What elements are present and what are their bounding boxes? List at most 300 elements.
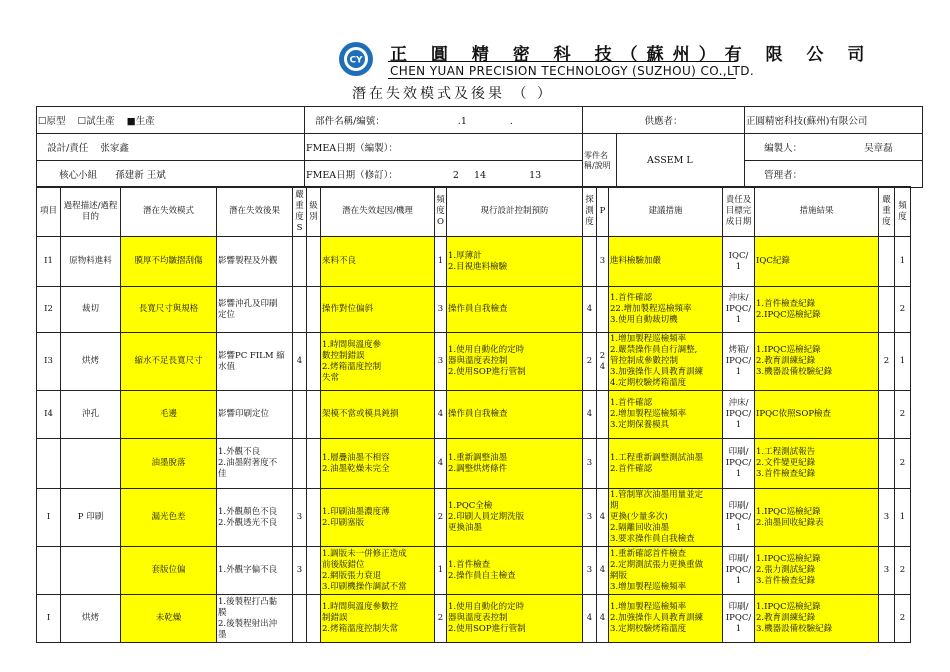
severity-cell (293, 287, 307, 333)
responsibility-cell (723, 489, 755, 547)
cause-cell (321, 237, 435, 287)
col-header: P (597, 187, 609, 237)
cause-cell (321, 391, 435, 439)
result-severity-cell (879, 391, 895, 439)
cell-line: 2.使用SOP進行管制 (448, 624, 526, 634)
cell-line: IPQC/ (725, 356, 752, 366)
cell-line: 1 (735, 315, 742, 325)
cell-line: 期 (610, 501, 619, 511)
fmea-make-label: FMEA日期（編製）： (305, 134, 583, 161)
stage-proto-label: 原型 (46, 116, 66, 127)
rpn-cell: 24 (597, 333, 609, 391)
cell-line: 管控制成參數控制 (610, 356, 679, 366)
fmea-rev-cell (305, 161, 583, 188)
col-header: 措施結果 (755, 187, 879, 237)
cell-line: 更換油墨 (448, 523, 483, 533)
cell-line: 1.首件確認 (610, 293, 653, 303)
cell-line: 2.隔離回收油墨 (610, 523, 670, 533)
mode-cell: 油墨脫落 (121, 439, 217, 489)
col-header: 潛在失效後果 (217, 187, 293, 237)
result-cell (755, 237, 879, 287)
cell-line: 2.印刷塞版 (322, 517, 365, 528)
fmea-rev-v3: 13 (529, 170, 542, 181)
result-severity-cell (879, 237, 895, 287)
cell-line: 2.教育訓練紀錄 (756, 356, 816, 366)
cell-line: IPQC/ (725, 565, 752, 575)
item-cell: I (37, 595, 61, 643)
control-cell (447, 237, 583, 287)
control-cell (447, 333, 583, 391)
col-header: 項目 (37, 187, 61, 237)
col-header: 潛在失效模式 (121, 187, 217, 237)
item-cell: I3 (37, 333, 61, 391)
severity-cell: 4 (293, 333, 307, 391)
cell-line: 2.目視進料檢驗 (448, 261, 508, 272)
mode-cell: 漏光色差 (121, 489, 217, 547)
cell-line: 操作員自我檢查 (448, 304, 508, 314)
result-cell (755, 439, 879, 489)
result-severity-cell: 2 (879, 333, 895, 391)
detection-cell (583, 237, 597, 287)
effect-cell (217, 333, 293, 391)
severity-cell (293, 237, 307, 287)
cell-line: 1.使用自動化的定時 (448, 345, 525, 355)
detection-cell: 3 (583, 439, 597, 489)
cell-line: 2.操作員自主檢查 (448, 570, 516, 581)
part-name-value: ASSEM L (617, 134, 745, 188)
fmea-rev-label: FMEA日期（修訂）： (306, 170, 398, 181)
cell-line: 1 (735, 261, 742, 272)
result-occurrence-cell: 1 (895, 333, 911, 391)
document-title: 潛在失效模式及後果 （ ） (352, 86, 554, 102)
cell-line: IPQC依照SOP檢查 (756, 409, 832, 419)
fmea-rev-v1: 2 (452, 170, 459, 181)
cell-line: 印刷/ (728, 602, 749, 612)
mode-cell: 未乾燥 (121, 595, 217, 643)
table-row (37, 595, 911, 643)
detection-cell: 4 (583, 287, 597, 333)
cell-line: 1.層疊油墨不相容 (322, 452, 390, 463)
effect-cell (217, 439, 293, 489)
cell-line: 膜 (218, 607, 227, 618)
severity-cell: 3 (293, 547, 307, 595)
responsibility-cell (723, 287, 755, 333)
cell-line: 1.增加製程巡檢頻率 (610, 602, 687, 612)
cell-line: 1.重新確認首件檢查 (610, 548, 687, 559)
cause-cell (321, 489, 435, 547)
cell-line: 3.增加製程巡檢頻率 (610, 581, 687, 592)
company-name-en: CHEN YUAN PRECISION TECHNOLOGY (SUZHOU) CO.,LTD. (390, 64, 755, 78)
effect-cell (217, 237, 293, 287)
result-occurrence-cell: 2 (895, 439, 911, 489)
col-header: 潛在失效起因/機理 (321, 187, 435, 237)
result-cell (755, 547, 879, 595)
compiler-cell (745, 134, 923, 161)
compiler-value: 吴章磊 (864, 143, 893, 154)
occurrence-cell: 4 (435, 391, 447, 439)
result-cell (755, 287, 879, 333)
cause-cell (321, 595, 435, 643)
action-cell (609, 237, 723, 287)
cell-line: 制錯誤 (322, 613, 348, 623)
part-value-2: . (509, 116, 513, 127)
cell-line: 更換(少量多次) (610, 512, 668, 522)
logo-text: CY (349, 55, 363, 66)
cell-line: 1 (735, 624, 742, 634)
table-row (37, 547, 911, 595)
cell-line: 架模不當或模具鈍損 (322, 409, 399, 419)
cell-line: 3.印刷機操作調試不當 (322, 581, 407, 592)
cell-line: 1.外觀顏色不良 (218, 506, 278, 517)
occurrence-cell: 4 (435, 439, 447, 489)
item-cell: I4 (37, 391, 61, 439)
cell-line: 定位 (218, 309, 236, 320)
cell-line: 佳 (218, 469, 227, 479)
class-cell (307, 595, 321, 643)
rpn-cell: 3 (597, 237, 609, 287)
responsibility-cell (723, 547, 755, 595)
cell-line: 1.首件確認 (610, 398, 653, 408)
item-cell: I1 (37, 237, 61, 287)
detection-cell: 2 (583, 333, 597, 391)
action-cell (609, 489, 723, 547)
mode-cell: 膜厚不均皺摺刮傷 (121, 237, 217, 287)
cell-line: 水值 (218, 361, 236, 372)
class-cell (307, 439, 321, 489)
company-rule-bottom (388, 78, 736, 79)
col-header: 嚴重度S (293, 187, 307, 237)
occurrence-cell: 1 (435, 547, 447, 595)
cell-line: 2.定期測試張力更換重做 (610, 559, 704, 570)
effect-cell (217, 595, 293, 643)
stage-prod-checkbox[interactable]: ■ (126, 116, 136, 127)
cell-line: 2.外觀透光不良 (218, 517, 278, 528)
cell-line: 2.油墨乾燥未完全 (322, 463, 390, 474)
mode-cell: 毛邊 (121, 391, 217, 439)
result-cell (755, 595, 879, 643)
result-severity-cell (879, 287, 895, 333)
cell-line: 1.外觀字偏不良 (218, 565, 278, 575)
action-cell (609, 287, 723, 333)
process-cell (61, 439, 121, 489)
manager-label: 管理者： (764, 170, 803, 181)
cell-line: 操作對位偏斜 (322, 304, 374, 314)
severity-cell (293, 595, 307, 643)
cell-line: 1.增加製程巡檢頻率 (610, 334, 687, 344)
responsibility-cell (723, 391, 755, 439)
detection-cell: 3 (583, 489, 597, 547)
class-cell (307, 547, 321, 595)
cell-line: 影響PC FILM 縮 (218, 350, 285, 361)
rpn-cell: 4 (597, 595, 609, 643)
cell-line: 2.使用SOP進行管制 (448, 367, 526, 377)
col-header: 頻度O (435, 187, 447, 237)
cell-line: 1.重新調整油墨 (448, 452, 508, 463)
cell-line: IPQC/ (725, 409, 752, 419)
table-row (37, 287, 911, 333)
cell-line: 3.定期保養模具 (610, 420, 670, 430)
cell-line: 2.烤箱溫度控制 (322, 361, 382, 372)
cell-line: 影響印刷定位 (218, 409, 270, 419)
cause-cell (321, 547, 435, 595)
cause-cell (321, 333, 435, 391)
cell-line: 1.調版未一併修正造成 (322, 548, 407, 559)
company-name-cn: 正 圓 精 密 科 技（蘇州）有 限 公 司 (390, 45, 874, 65)
cell-line: 2.首件確認 (610, 463, 653, 474)
cell-line: 影響沖孔及印刷 (218, 298, 278, 309)
table-row (37, 333, 911, 391)
effect-cell (217, 391, 293, 439)
process-cell: 烘烤 (61, 595, 121, 643)
action-cell (609, 595, 723, 643)
result-severity-cell: 3 (879, 547, 895, 595)
cell-line: 2.張力測試紀錄 (756, 565, 816, 575)
detection-cell: 4 (583, 391, 597, 439)
cell-line: 1.IPQC巡檢紀錄 (756, 506, 821, 517)
responsibility-cell (723, 333, 755, 391)
action-cell (609, 333, 723, 391)
cell-line: 2.油墨回收紀錄表 (756, 517, 824, 528)
rpn-cell (597, 439, 609, 489)
rpn-cell: 4 (597, 547, 609, 595)
rpn-cell (597, 391, 609, 439)
cell-line: 1.時間與溫度參數控 (322, 602, 399, 612)
result-occurrence-cell: 1 (895, 237, 911, 287)
cell-line: 2.網版張力衰退 (322, 570, 382, 581)
cell-line: 2.後製程射出沖 (218, 618, 278, 629)
col-header: 探測度 (583, 187, 597, 237)
compiler-label: 編製人： (764, 143, 803, 154)
cell-line: 1 (735, 367, 742, 377)
header-table (36, 106, 923, 188)
cell-line: 2.調整烘烤條件 (448, 463, 508, 474)
occurrence-cell: 3 (435, 287, 447, 333)
fmea-rev-v2: 14 (473, 170, 487, 181)
result-severity-cell (879, 595, 895, 643)
cell-line: 3.使用自動裁切機 (610, 315, 678, 325)
col-header: 現行設計控制預防 (447, 187, 583, 237)
cell-line: 1.IPQC巡檢紀錄 (756, 602, 821, 612)
cell-line: 3.機器設備校驗紀錄 (756, 367, 833, 377)
process-cell: 烘烤 (61, 333, 121, 391)
mode-cell: 套版位偏 (121, 547, 217, 595)
cell-line: 數控制錯誤 (322, 350, 365, 361)
mode-cell: 縮水不足長寬尺寸 (121, 333, 217, 391)
cell-line: 器與溫度表控制 (448, 613, 508, 623)
process-cell: 沖孔 (61, 391, 121, 439)
result-occurrence-cell: 1 (895, 489, 911, 547)
class-cell (307, 489, 321, 547)
part-name-label: 零件名稱/說明 (583, 134, 617, 188)
table-header-row (37, 187, 911, 237)
result-severity-cell: 3 (879, 489, 895, 547)
col-header: 頻度 (895, 187, 911, 237)
result-occurrence-cell: 2 (895, 547, 911, 595)
stage-trial-checkbox[interactable]: ☐ (77, 116, 87, 127)
cell-line: 沖床/ (728, 398, 749, 408)
rpn-cell: 4 (597, 489, 609, 547)
cell-line: 3.定期校驗烤箱溫度 (610, 624, 687, 634)
cell-line: 1.PQC全檢 (448, 501, 493, 511)
col-header: 建議措施 (609, 187, 723, 237)
cell-line: 1.IPQC巡檢紀錄 (756, 554, 821, 564)
item-cell: I (37, 489, 61, 547)
detection-cell: 4 (583, 595, 597, 643)
company-logo-icon (337, 40, 375, 78)
cell-line: 烤箱/ (728, 345, 749, 355)
result-cell (755, 391, 879, 439)
cell-line: 沖床/ (728, 293, 749, 303)
occurrence-cell: 1 (435, 237, 447, 287)
cell-line: 3.首件檢查紀錄 (756, 469, 816, 479)
core-team-cell (37, 161, 305, 188)
supplier-label: 供應者： (583, 107, 745, 134)
process-cell: 原物料進料 (61, 237, 121, 287)
control-cell (447, 595, 583, 643)
class-cell (307, 287, 321, 333)
cause-cell (321, 287, 435, 333)
part-value-1: .1 (457, 116, 467, 127)
cell-line: 1.使用自動化的定時 (448, 602, 525, 612)
cell-line: 1.工程測試報告 (756, 447, 816, 457)
cell-line: 1 (735, 469, 742, 479)
cell-line: 3.加強操作人員教育訓練 (610, 367, 704, 377)
cell-line: IQC紀錄 (756, 256, 790, 266)
cell-line: 來料不良 (322, 256, 357, 266)
fmea-body (37, 237, 911, 643)
control-cell (447, 287, 583, 333)
cause-cell (321, 439, 435, 489)
cell-line: 1.後製程打凸黏 (218, 596, 278, 607)
cell-line: 2.增加製程巡檢頻率 (610, 409, 687, 419)
responsibility-cell (723, 595, 755, 643)
class-cell (307, 333, 321, 391)
core-team-label: 核心小組 (59, 170, 98, 181)
result-cell (755, 489, 879, 547)
cell-line: 2.加強操作人員教育訓練 (610, 613, 704, 623)
cell-line: 失常 (322, 372, 340, 383)
mode-cell: 長寬尺寸與規格 (121, 287, 217, 333)
cell-line: 1.外觀不良 (218, 447, 261, 457)
cell-line: 1.管制單次油墨用量並定 (610, 490, 704, 500)
stage-proto-checkbox[interactable]: ☐ (38, 116, 47, 127)
cell-line: 2.印刷人員定期洗版 (448, 512, 525, 522)
cell-line: 3.首件檢查紀錄 (756, 576, 816, 586)
occurrence-cell: 2 (435, 595, 447, 643)
col-header: 責任及目標完成日期 (723, 187, 755, 237)
cell-line: 器與溫度表控制 (448, 356, 508, 366)
effect-cell (217, 287, 293, 333)
company-rule-top (388, 61, 736, 62)
cell-line: 1.IPQC巡檢紀錄 (756, 345, 821, 355)
item-cell (37, 547, 61, 595)
control-cell (447, 439, 583, 489)
cell-line: 2.文件變更紀錄 (756, 458, 816, 468)
responsibility-cell (723, 439, 755, 489)
action-cell (609, 391, 723, 439)
cell-line: 印刷/ (728, 447, 749, 457)
table-row (37, 439, 911, 489)
cell-line: 印刷/ (728, 554, 749, 564)
cell-line: IPQC/ (725, 458, 752, 468)
cell-line: 前後版錯位 (322, 559, 365, 570)
result-occurrence-cell: 2 (895, 287, 911, 333)
item-cell: I2 (37, 287, 61, 333)
cell-line: IPQC/ (725, 304, 752, 314)
col-header: 過程描述/過程目的 (61, 187, 121, 237)
cell-line: 22.增加製程巡檢頻率 (610, 304, 692, 314)
cell-line: 1 (735, 523, 742, 533)
core-team-value: 孫建新 王斌 (115, 170, 166, 181)
design-label: 設計/責任 (47, 143, 89, 154)
cell-line: 1.首件檢查紀錄 (756, 298, 816, 309)
stage-trial-label: 試生產 (86, 116, 115, 127)
col-header: 嚴重度 (879, 187, 895, 237)
effect-cell (217, 547, 293, 595)
result-cell (755, 333, 879, 391)
cell-line: 影響製程及外觀 (218, 256, 278, 266)
effect-cell (217, 489, 293, 547)
cell-line: 1.厚薄計 (448, 250, 482, 261)
process-cell: 裁切 (61, 287, 121, 333)
control-cell (447, 489, 583, 547)
cell-line: 2.IPQC巡檢紀錄 (756, 309, 821, 320)
cell-line: 進料檢驗加嚴 (610, 256, 662, 266)
fmea-table (36, 186, 911, 643)
class-cell (307, 391, 321, 439)
severity-cell (293, 439, 307, 489)
cell-line: 操作員自我檢查 (448, 409, 508, 419)
rpn-cell (597, 287, 609, 333)
result-severity-cell (879, 439, 895, 489)
cell-line: 1 (735, 420, 742, 430)
cell-line: 印刷/ (728, 501, 749, 511)
cell-line: 4.定期校驗烤箱溫度 (610, 378, 687, 388)
cell-line: 2.嚴禁操作員自行調整, (610, 345, 698, 355)
cell-line: 3.要求操作員自我檢查 (610, 534, 695, 544)
action-cell (609, 439, 723, 489)
cell-line: 墨 (218, 629, 227, 640)
detection-cell: 3 (583, 547, 597, 595)
occurrence-cell: 2 (435, 489, 447, 547)
cell-line: 2.烤箱溫度控制失常 (322, 624, 399, 634)
result-occurrence-cell: 2 (895, 595, 911, 643)
design-value: 张家鑫 (100, 143, 129, 154)
cell-line: IPQC/ (725, 512, 752, 522)
control-cell (447, 547, 583, 595)
severity-cell: 3 (293, 489, 307, 547)
item-cell (37, 439, 61, 489)
stage-cell (37, 107, 305, 134)
cell-line: 2.教育訓練紀錄 (756, 613, 816, 623)
process-cell (61, 547, 121, 595)
table-row (37, 391, 911, 439)
supplier-value: 正圓精密科技(蘇州)有限公司 (745, 107, 923, 134)
cell-line: 1.工程重新調整測試油墨 (610, 452, 704, 463)
col-header: 級別 (307, 187, 321, 237)
cell-line: 1.印刷油墨濃度薄 (322, 506, 390, 517)
process-cell: P 印刷 (61, 489, 121, 547)
table-row (37, 489, 911, 547)
stage-prod-label: 生產 (135, 116, 155, 127)
cell-line: IPQC/ (725, 613, 752, 623)
control-cell (447, 391, 583, 439)
cell-line: 2.油墨附著度不 (218, 458, 278, 468)
cell-line: 1 (735, 576, 742, 586)
design-cell (37, 134, 305, 161)
cell-line: 1.時間與溫度參 (322, 339, 382, 350)
table-row (37, 237, 911, 287)
